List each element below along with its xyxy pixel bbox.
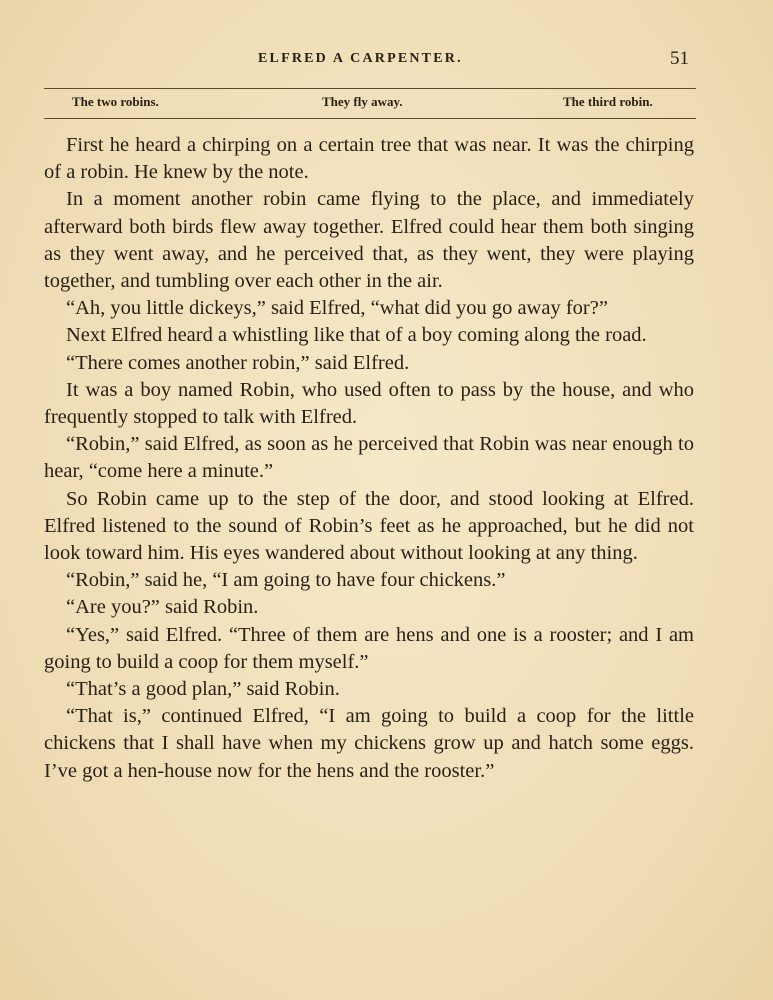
paragraph: In a moment another robin came flying to the place, and immediately afterward both birds flew away together. Elfred could hear them both singing as they went away, and he perceived that, as they went, they were playing together, and tumbling over each other in the air. xyxy=(44,188,694,293)
paragraph: “That is,” continued Elfred, “I am going to build a coop for the little chickens that I shall have when my chickens grow up and hatch some eggs. I’ve got a hen-house now for the hens and the rooster.” xyxy=(44,705,694,782)
header-rule xyxy=(44,88,696,89)
topic-heading: They fly away. xyxy=(322,94,403,109)
paragraph: “Robin,” said he, “I am going to have four chickens.” xyxy=(66,569,506,592)
topic-heading: The two robins. xyxy=(72,94,159,109)
paragraph: Next Elfred heard a whistling like that of a boy coming along the road. xyxy=(66,324,647,347)
paragraph: So Robin came up to the step of the door, and stood looking at Elfred. Elfred listened to the sound of Robin’s feet as he approached, but he did not look toward him. His eyes wandered about without looking at any thing. xyxy=(44,487,694,565)
paragraph: “Ah, you little dickeys,” said Elfred, “what did you go away for?” xyxy=(66,297,608,320)
paragraph: “Robin,” said Elfred, as soon as he perceived that Robin was near enough to hear, “come here a minute.” xyxy=(44,433,694,483)
paragraph: “That’s a good plan,” said Robin. xyxy=(66,678,340,701)
paragraph: “There comes another robin,” said Elfred. xyxy=(66,351,410,374)
page-number: 51 xyxy=(670,48,689,69)
paragraph: “Are you?” said Robin. xyxy=(66,596,259,619)
paragraph: “Yes,” said Elfred. “Three of them are hens and one is a rooster; and I am going to build a coop for them myself.” xyxy=(44,623,694,673)
page-header xyxy=(0,48,773,72)
topics-rule xyxy=(44,118,696,119)
topic-heading: The third robin. xyxy=(563,94,653,109)
paragraph: It was a boy named Robin, who used often to pass by the house, and who frequently stopped to talk with Elfred. xyxy=(44,378,694,429)
running-title: ELFRED A CARPENTER. xyxy=(258,51,463,66)
topic-headings xyxy=(0,94,773,112)
body-text xyxy=(44,132,694,785)
paragraph: First he heard a chirping on a certain tree that was near. It was the chirping of a robin. He knew by the note. xyxy=(44,134,694,184)
